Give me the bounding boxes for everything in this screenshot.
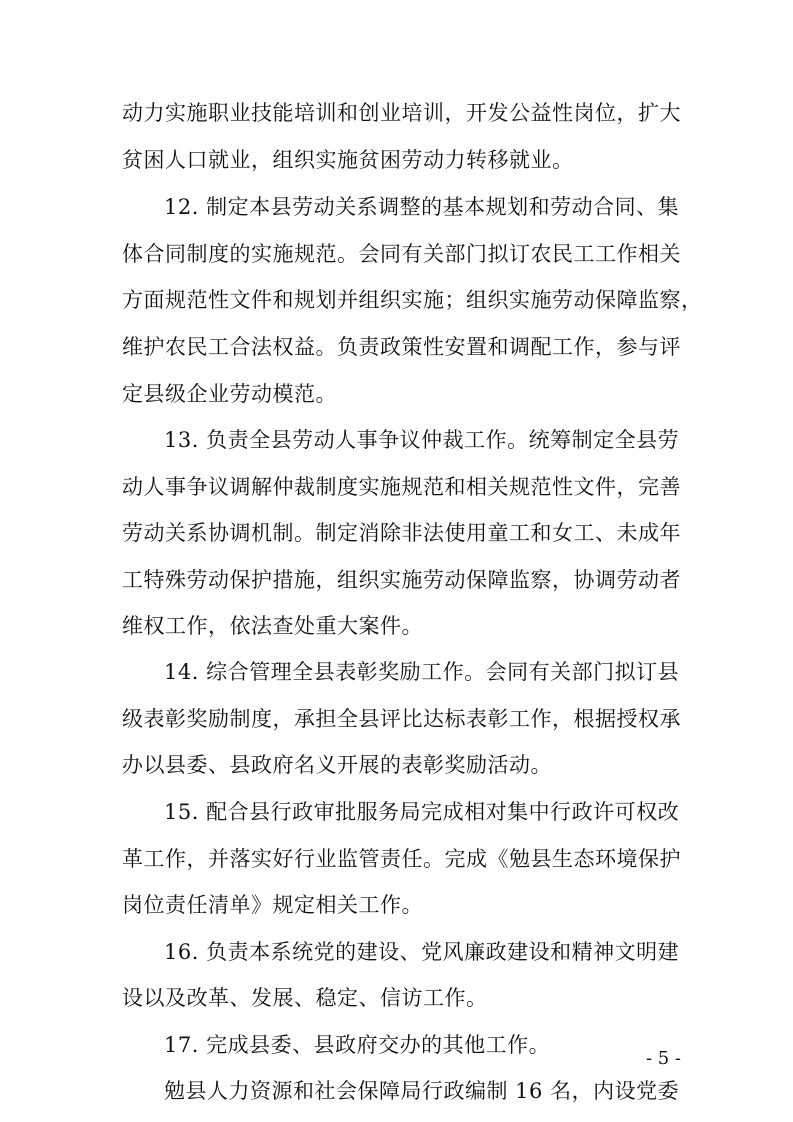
text-line: 方面规范性文件和规划并组织实施；组织实施劳动保障监察， bbox=[122, 288, 703, 312]
text-line: 劳动关系协调机制。制定消除非法使用童工和女工、未成年 bbox=[122, 521, 681, 545]
text-line: 工特殊劳动保护措施，组织实施劳动保障监察，协调劳动者 bbox=[122, 568, 681, 592]
text-line: 定县级企业劳动模范。 bbox=[122, 382, 337, 406]
text-line: 17. 完成县委、县政府交办的其他工作。 bbox=[164, 1033, 551, 1057]
text-line: 13. 负责全县劳动人事争议仲裁工作。统筹制定全县劳 bbox=[164, 428, 680, 452]
text-line: 16. 负责本系统党的建设、党风廉政建设和精神文明建 bbox=[164, 940, 680, 964]
text-line: 体合同制度的实施规范。会同有关部门拟订农民工工作相关 bbox=[122, 242, 681, 266]
text-line: 岗位责任清单》规定相关工作。 bbox=[122, 893, 423, 917]
text-line: 15. 配合县行政审批服务局完成相对集中行政许可权改 bbox=[164, 800, 680, 824]
text-line: 动人事争议调解仲裁制度实施规范和相关规范性文件，完善 bbox=[122, 475, 681, 499]
text-line: 革工作，并落实好行业监管责任。完成《勉县生态环境保护 bbox=[122, 847, 681, 871]
text-line: 设以及改革、发展、稳定、信访工作。 bbox=[122, 986, 488, 1010]
text-line: 贫困人口就业，组织实施贫困劳动力转移就业。 bbox=[122, 148, 574, 172]
text-line: 动力实施职业技能培训和创业培训，开发公益性岗位，扩大 bbox=[122, 101, 681, 125]
text-line: 级表彰奖励制度，承担全县评比达标表彰工作，根据授权承 bbox=[122, 707, 681, 731]
text-line: 办以县委、县政府名义开展的表彰奖励活动。 bbox=[122, 753, 552, 777]
text-line: 维护农民工合法权益。负责政策性安置和调配工作，参与评 bbox=[122, 335, 681, 359]
page-number: - 5 - bbox=[645, 1048, 681, 1069]
text-line: 维权工作，依法查处重大案件。 bbox=[122, 614, 423, 638]
text-line: 12. 制定本县劳动关系调整的基本规划和劳动合同、集 bbox=[164, 195, 680, 219]
text-line: 勉县人力资源和社会保障局行政编制 16 名，内设党委 bbox=[164, 1079, 680, 1103]
text-line: 14. 综合管理全县表彰奖励工作。会同有关部门拟订县 bbox=[164, 660, 680, 684]
